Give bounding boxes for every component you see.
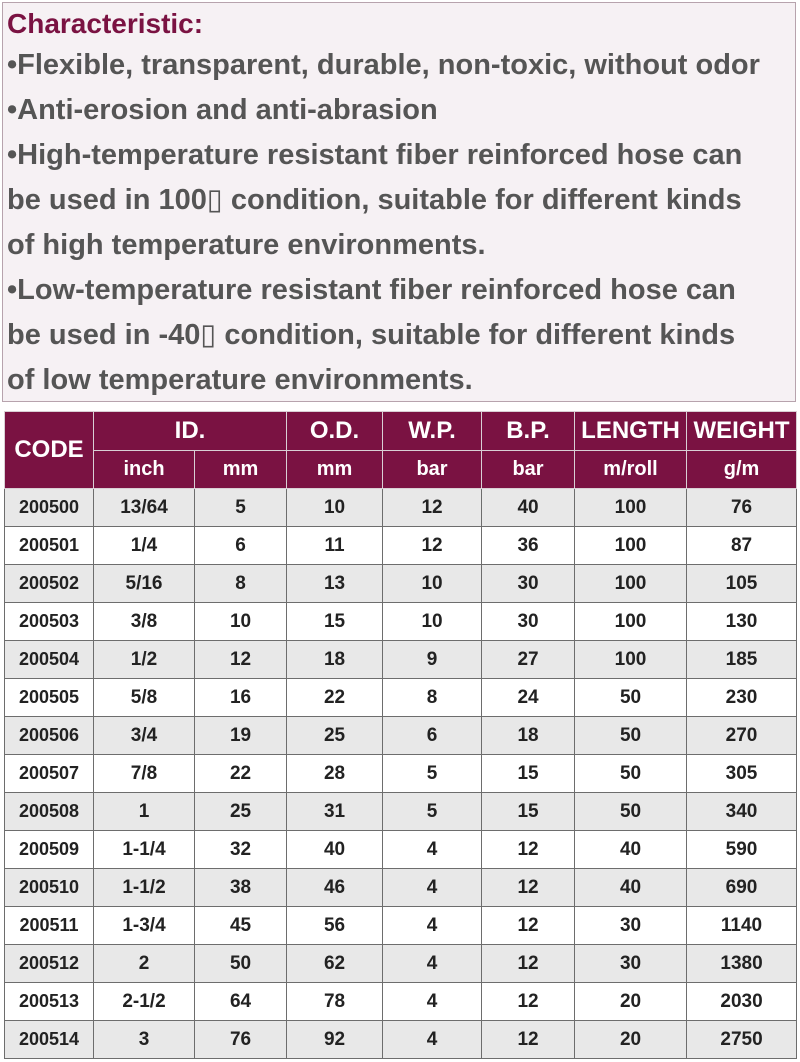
cell-id-mm: 12: [195, 641, 287, 679]
cell-code: 200510: [5, 869, 94, 907]
cell-id-inch: 1-1/4: [94, 831, 195, 869]
cell-id-mm: 50: [195, 945, 287, 983]
cell-bp: 12: [482, 907, 575, 945]
cell-weight: 1140: [687, 907, 797, 945]
cell-id-mm: 64: [195, 983, 287, 1021]
cell-code: 200508: [5, 793, 94, 831]
cell-od: 62: [287, 945, 383, 983]
table-row: [5, 603, 797, 641]
cell-wp: 4: [383, 831, 482, 869]
cell-wp: 10: [383, 565, 482, 603]
cell-length: 40: [575, 869, 687, 907]
cell-wp: 10: [383, 603, 482, 641]
characteristic-line: •Anti-erosion and anti-abrasion: [7, 94, 438, 126]
cell-bp: 36: [482, 527, 575, 565]
table-row: [5, 717, 797, 755]
cell-code: 200503: [5, 603, 94, 641]
cell-od: 15: [287, 603, 383, 641]
cell-id-mm: 45: [195, 907, 287, 945]
characteristic-line: of high temperature environments.: [7, 229, 486, 261]
cell-wp: 4: [383, 907, 482, 945]
cell-weight: 2750: [687, 1021, 797, 1059]
cell-od: 11: [287, 527, 383, 565]
unit-id-inch: inch: [94, 451, 195, 489]
header-length: LENGTH: [575, 412, 687, 451]
cell-code: 200500: [5, 489, 94, 527]
cell-length: 100: [575, 489, 687, 527]
cell-od: 78: [287, 983, 383, 1021]
cell-weight: 270: [687, 717, 797, 755]
cell-id-inch: 1-1/2: [94, 869, 195, 907]
cell-id-inch: 7/8: [94, 755, 195, 793]
cell-length: 100: [575, 603, 687, 641]
cell-od: 13: [287, 565, 383, 603]
cell-weight: 1380: [687, 945, 797, 983]
table-row: [5, 1021, 797, 1059]
cell-weight: 305: [687, 755, 797, 793]
cell-id-inch: 5/16: [94, 565, 195, 603]
table-row: [5, 489, 797, 527]
cell-code: 200511: [5, 907, 94, 945]
cell-length: 20: [575, 1021, 687, 1059]
cell-code: 200502: [5, 565, 94, 603]
cell-wp: 8: [383, 679, 482, 717]
cell-code: 200507: [5, 755, 94, 793]
characteristic-line: be used in -40▯ condition, suitable for different kinds: [7, 319, 736, 351]
cell-od: 25: [287, 717, 383, 755]
cell-wp: 6: [383, 717, 482, 755]
cell-id-mm: 22: [195, 755, 287, 793]
cell-wp: 12: [383, 527, 482, 565]
cell-wp: 5: [383, 793, 482, 831]
header-wp: W.P.: [383, 412, 482, 451]
unit-id-mm: mm: [195, 451, 287, 489]
characteristic-line: •High-temperature resistant fiber reinforced hose can: [7, 139, 743, 171]
characteristic-line: be used in 100▯ condition, suitable for different kinds: [7, 184, 742, 216]
table-row: [5, 945, 797, 983]
cell-bp: 30: [482, 565, 575, 603]
cell-od: 31: [287, 793, 383, 831]
header-id: ID.: [94, 412, 287, 451]
cell-wp: 4: [383, 869, 482, 907]
cell-code: 200509: [5, 831, 94, 869]
cell-length: 50: [575, 793, 687, 831]
cell-code: 200505: [5, 679, 94, 717]
characteristic-line: of low temperature environments.: [7, 364, 473, 396]
cell-id-mm: 19: [195, 717, 287, 755]
cell-length: 30: [575, 907, 687, 945]
cell-id-inch: 13/64: [94, 489, 195, 527]
cell-bp: 12: [482, 869, 575, 907]
cell-bp: 40: [482, 489, 575, 527]
cell-id-mm: 6: [195, 527, 287, 565]
cell-bp: 24: [482, 679, 575, 717]
cell-weight: 590: [687, 831, 797, 869]
cell-od: 56: [287, 907, 383, 945]
header-row-top: [5, 412, 797, 451]
characteristic-box: [2, 2, 796, 402]
cell-od: 92: [287, 1021, 383, 1059]
unit-length: m/roll: [575, 451, 687, 489]
cell-bp: 12: [482, 831, 575, 869]
characteristic-title: Characteristic:: [7, 8, 204, 39]
cell-code: 200513: [5, 983, 94, 1021]
cell-od: 28: [287, 755, 383, 793]
header-od: O.D.: [287, 412, 383, 451]
header-code: CODE: [5, 412, 94, 489]
cell-length: 50: [575, 717, 687, 755]
cell-od: 10: [287, 489, 383, 527]
cell-bp: 27: [482, 641, 575, 679]
cell-od: 40: [287, 831, 383, 869]
cell-bp: 18: [482, 717, 575, 755]
cell-wp: 4: [383, 945, 482, 983]
cell-weight: 105: [687, 565, 797, 603]
table-row: [5, 565, 797, 603]
table-row: [5, 679, 797, 717]
table-row: [5, 831, 797, 869]
cell-id-inch: 2: [94, 945, 195, 983]
unit-weight: g/m: [687, 451, 797, 489]
cell-id-inch: 1: [94, 793, 195, 831]
cell-bp: 30: [482, 603, 575, 641]
cell-weight: 185: [687, 641, 797, 679]
cell-id-inch: 3/8: [94, 603, 195, 641]
spec-table: [4, 411, 797, 1059]
spec-table-body: [5, 489, 797, 1059]
cell-id-inch: 2-1/2: [94, 983, 195, 1021]
cell-length: 30: [575, 945, 687, 983]
cell-id-mm: 76: [195, 1021, 287, 1059]
cell-bp: 12: [482, 945, 575, 983]
cell-weight: 2030: [687, 983, 797, 1021]
characteristic-line: •Low-temperature resistant fiber reinforced hose can: [7, 274, 736, 306]
cell-weight: 230: [687, 679, 797, 717]
cell-bp: 15: [482, 793, 575, 831]
characteristic-line: •Flexible, transparent, durable, non-toxic, without odor: [7, 49, 760, 81]
cell-id-mm: 8: [195, 565, 287, 603]
cell-id-inch: 1/2: [94, 641, 195, 679]
cell-bp: 12: [482, 983, 575, 1021]
unit-wp: bar: [383, 451, 482, 489]
cell-id-mm: 32: [195, 831, 287, 869]
cell-bp: 12: [482, 1021, 575, 1059]
cell-weight: 87: [687, 527, 797, 565]
cell-code: 200501: [5, 527, 94, 565]
cell-wp: 9: [383, 641, 482, 679]
cell-id-mm: 10: [195, 603, 287, 641]
cell-length: 100: [575, 527, 687, 565]
cell-code: 200504: [5, 641, 94, 679]
table-row: [5, 755, 797, 793]
cell-length: 40: [575, 831, 687, 869]
cell-length: 20: [575, 983, 687, 1021]
header-weight: WEIGHT: [687, 412, 797, 451]
table-row: [5, 641, 797, 679]
cell-od: 22: [287, 679, 383, 717]
table-row: [5, 869, 797, 907]
cell-length: 100: [575, 641, 687, 679]
cell-id-mm: 25: [195, 793, 287, 831]
table-row: [5, 907, 797, 945]
unit-bp: bar: [482, 451, 575, 489]
header-bp: B.P.: [482, 412, 575, 451]
cell-wp: 12: [383, 489, 482, 527]
cell-code: 200506: [5, 717, 94, 755]
cell-id-mm: 5: [195, 489, 287, 527]
header-row-units: [5, 451, 797, 489]
table-row: [5, 983, 797, 1021]
cell-length: 50: [575, 679, 687, 717]
cell-id-mm: 38: [195, 869, 287, 907]
cell-wp: 4: [383, 983, 482, 1021]
cell-bp: 15: [482, 755, 575, 793]
cell-id-inch: 5/8: [94, 679, 195, 717]
cell-code: 200512: [5, 945, 94, 983]
cell-wp: 4: [383, 1021, 482, 1059]
cell-id-inch: 3: [94, 1021, 195, 1059]
unit-od: mm: [287, 451, 383, 489]
cell-weight: 130: [687, 603, 797, 641]
cell-od: 46: [287, 869, 383, 907]
cell-length: 100: [575, 565, 687, 603]
cell-id-inch: 1/4: [94, 527, 195, 565]
cell-id-inch: 3/4: [94, 717, 195, 755]
cell-weight: 340: [687, 793, 797, 831]
cell-id-mm: 16: [195, 679, 287, 717]
cell-wp: 5: [383, 755, 482, 793]
table-row: [5, 527, 797, 565]
table-row: [5, 793, 797, 831]
cell-od: 18: [287, 641, 383, 679]
cell-weight: 76: [687, 489, 797, 527]
cell-id-inch: 1-3/4: [94, 907, 195, 945]
cell-code: 200514: [5, 1021, 94, 1059]
cell-length: 50: [575, 755, 687, 793]
cell-weight: 690: [687, 869, 797, 907]
